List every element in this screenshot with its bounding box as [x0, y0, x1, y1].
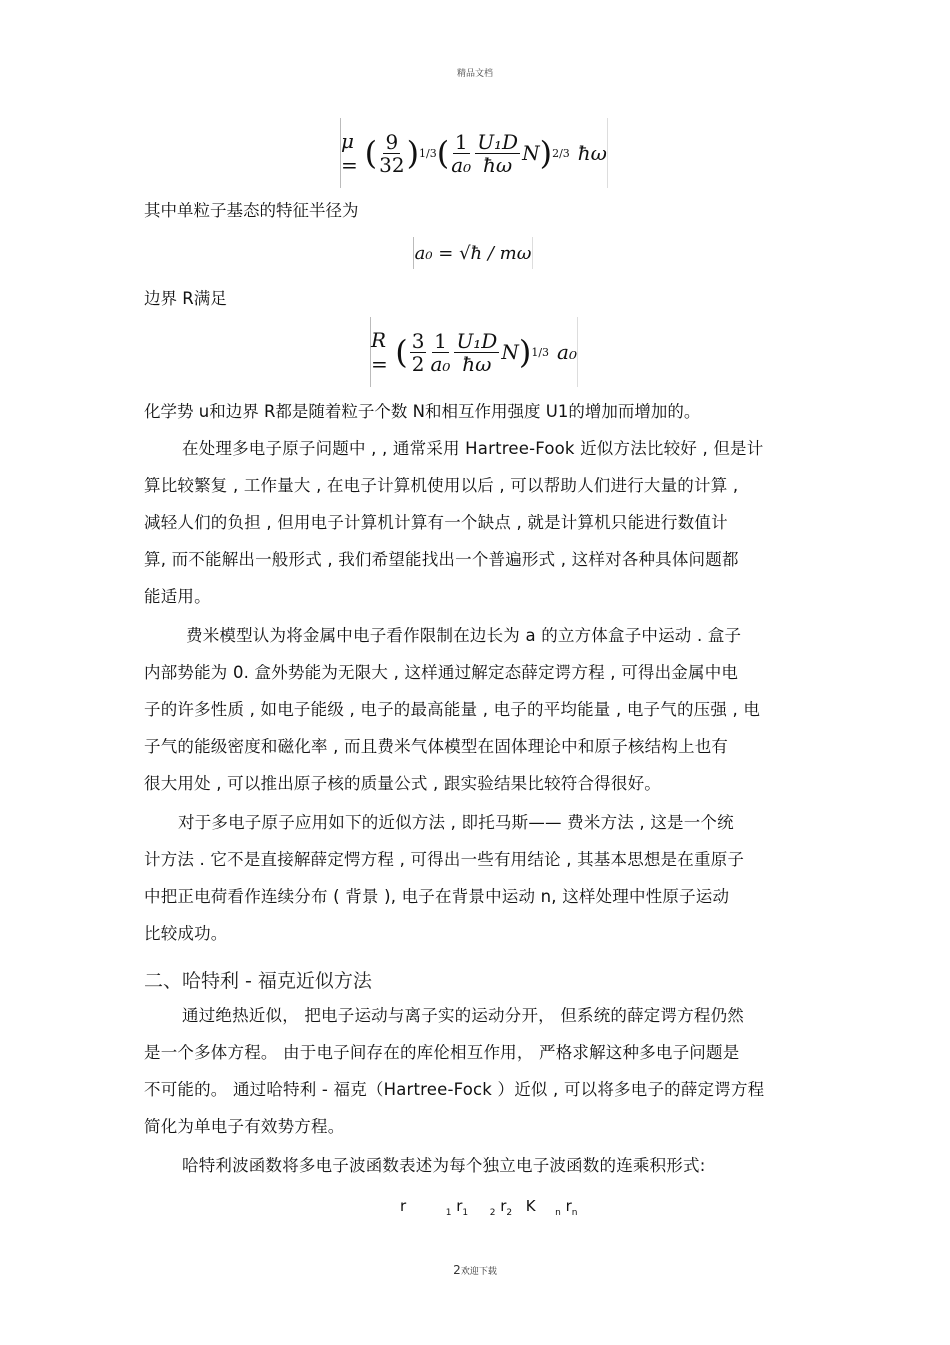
- paragraph-line: 对于多电子原子应用如下的近似方法 , 即托马斯—— 费米方法 , 这是一个统: [178, 813, 734, 832]
- paragraph-line: 子气的能级密度和磁化率 , 而且费米气体模型在固体理论中和原子核结构上也有: [144, 737, 729, 756]
- exponent-two-thirds: 2/3: [552, 146, 570, 160]
- paragraph-line: 子的许多性质 , 如电子能级 , 电子的最高能量 , 电子的平均能量 , 电子气的压强 , 电: [144, 700, 761, 719]
- formula-boundary-radius: R = ( $\frac{3}{2}$ $\frac{1}{\text{a₀}}$ $\frac{\text{U₁D}}{ħ\omega}$ N ) 1/3 a₀: [370, 317, 578, 387]
- paragraph-line: 中把正电荷看作连续分布 ( 背景 ), 电子在背景中运动 n, 这样处理中性原子运动: [144, 887, 730, 906]
- paragraph-line: 算, 而不能解出一般形式 , 我们希望能找出一个普遍形式 , 这样对各种具体问题都: [144, 550, 739, 569]
- paragraph-line: 不可能的。 通过哈特利 - 福克（Hartree-Fock ）近似 , 可以将多电子的薛定谔方程: [144, 1080, 765, 1099]
- paragraph-line: 计方法 . 它不是直接解薛定愕方程 , 可得出一些有用结论 , 其基本思想是在重原子: [144, 850, 745, 869]
- paragraph-line: 在处理多电子原子问题中 , , 通常采用 Hartree-Fook 近似方法比较好 , 但是计: [182, 439, 764, 458]
- paragraph-line: 能适用。: [144, 587, 211, 606]
- fraction-u1d-hbar-omega: $\frac{\text{U₁D}}{ħ\omega}$: [477, 129, 519, 177]
- text-line: 化学势 u和边界 R都是随着粒子个数 N和相互作用强度 U1的增加而增加的。: [144, 402, 701, 421]
- section-title: 二、哈特利 - 福克近似方法: [144, 970, 372, 992]
- paragraph-line: 减轻人们的负担 , 但用电子计算机计算有一个缺点 , 就是计算机只能进行数值计: [144, 513, 728, 532]
- paragraph-line: 内部势能为 0. 盒外势能为无限大 , 这样通过解定态薛定谔方程 , 可得出金属中电: [144, 663, 739, 682]
- text-line: 其中单粒子基态的特征半径为: [144, 201, 359, 220]
- page-number: 2: [453, 1263, 461, 1277]
- page-footer: [0, 1263, 950, 1277]
- hartree-product-formula: r $_1$ $r_1$ $_2$ $r_2$ K $_n$ $r_n$: [400, 1197, 578, 1218]
- footer-text: 欢迎下载: [460, 1267, 497, 1277]
- paragraph-line: 算比较繁复 , 工作量大 , 在电子计算机使用以后 , 可以帮助人们进行大量的计算 ,: [144, 476, 739, 495]
- formula-characteristic-radius: a₀ = √ħ / mω: [413, 237, 533, 269]
- fraction-1-a0: $\frac{1}{\text{a₀}}$: [451, 129, 472, 177]
- paragraph-line: 费米模型认为将金属中电子看作限制在边长为 a 的立方体盒子中运动 . 盒子: [186, 626, 742, 645]
- paragraph-line: 是一个多体方程。 由于电子间存在的库伦相互作用， 严格求解这种多电子问题是: [144, 1043, 740, 1062]
- fraction-3-2: $\frac{3}{2}$: [411, 328, 425, 376]
- fraction-1-a0: $\frac{1}{\text{a₀}}$: [430, 328, 451, 376]
- paragraph-line: 哈特利波函数将多电子波函数表述为每个独立电子波函数的连乘积形式:: [182, 1156, 706, 1175]
- formula-chemical-potential: μ = ( $\frac{9}{32}$ ) 1/3 ( $\frac{1}{\text{a₀}}$ $\frac{\text{U₁D}}{ħ\omega}$ N ) 2/3 ħω: [340, 118, 608, 188]
- fraction-u1d-hbar-omega: $\frac{\text{U₁D}}{ħ\omega}$: [456, 328, 498, 376]
- header-note: 精品文档: [456, 69, 493, 79]
- paragraph-line: 比较成功。: [144, 924, 228, 943]
- formula-mu-lhs: μ =: [341, 129, 358, 177]
- text-line: 边界 R满足: [144, 289, 227, 308]
- exponent-one-third: 1/3: [531, 345, 550, 359]
- paragraph-line: 很大用处 , 可以推出原子核的质量公式 , 跟实验结果比较符合得很好。: [144, 774, 661, 793]
- paragraph-line: 通过绝热近似， 把电子运动与离子实的运动分开， 但系统的薛定谔方程仍然: [182, 1006, 744, 1025]
- fraction-9-32: $\frac{9}{32}$: [379, 129, 405, 177]
- exponent-one-third: 1/3: [419, 146, 437, 160]
- paragraph-line: 简化为单电子有效势方程。: [144, 1117, 345, 1136]
